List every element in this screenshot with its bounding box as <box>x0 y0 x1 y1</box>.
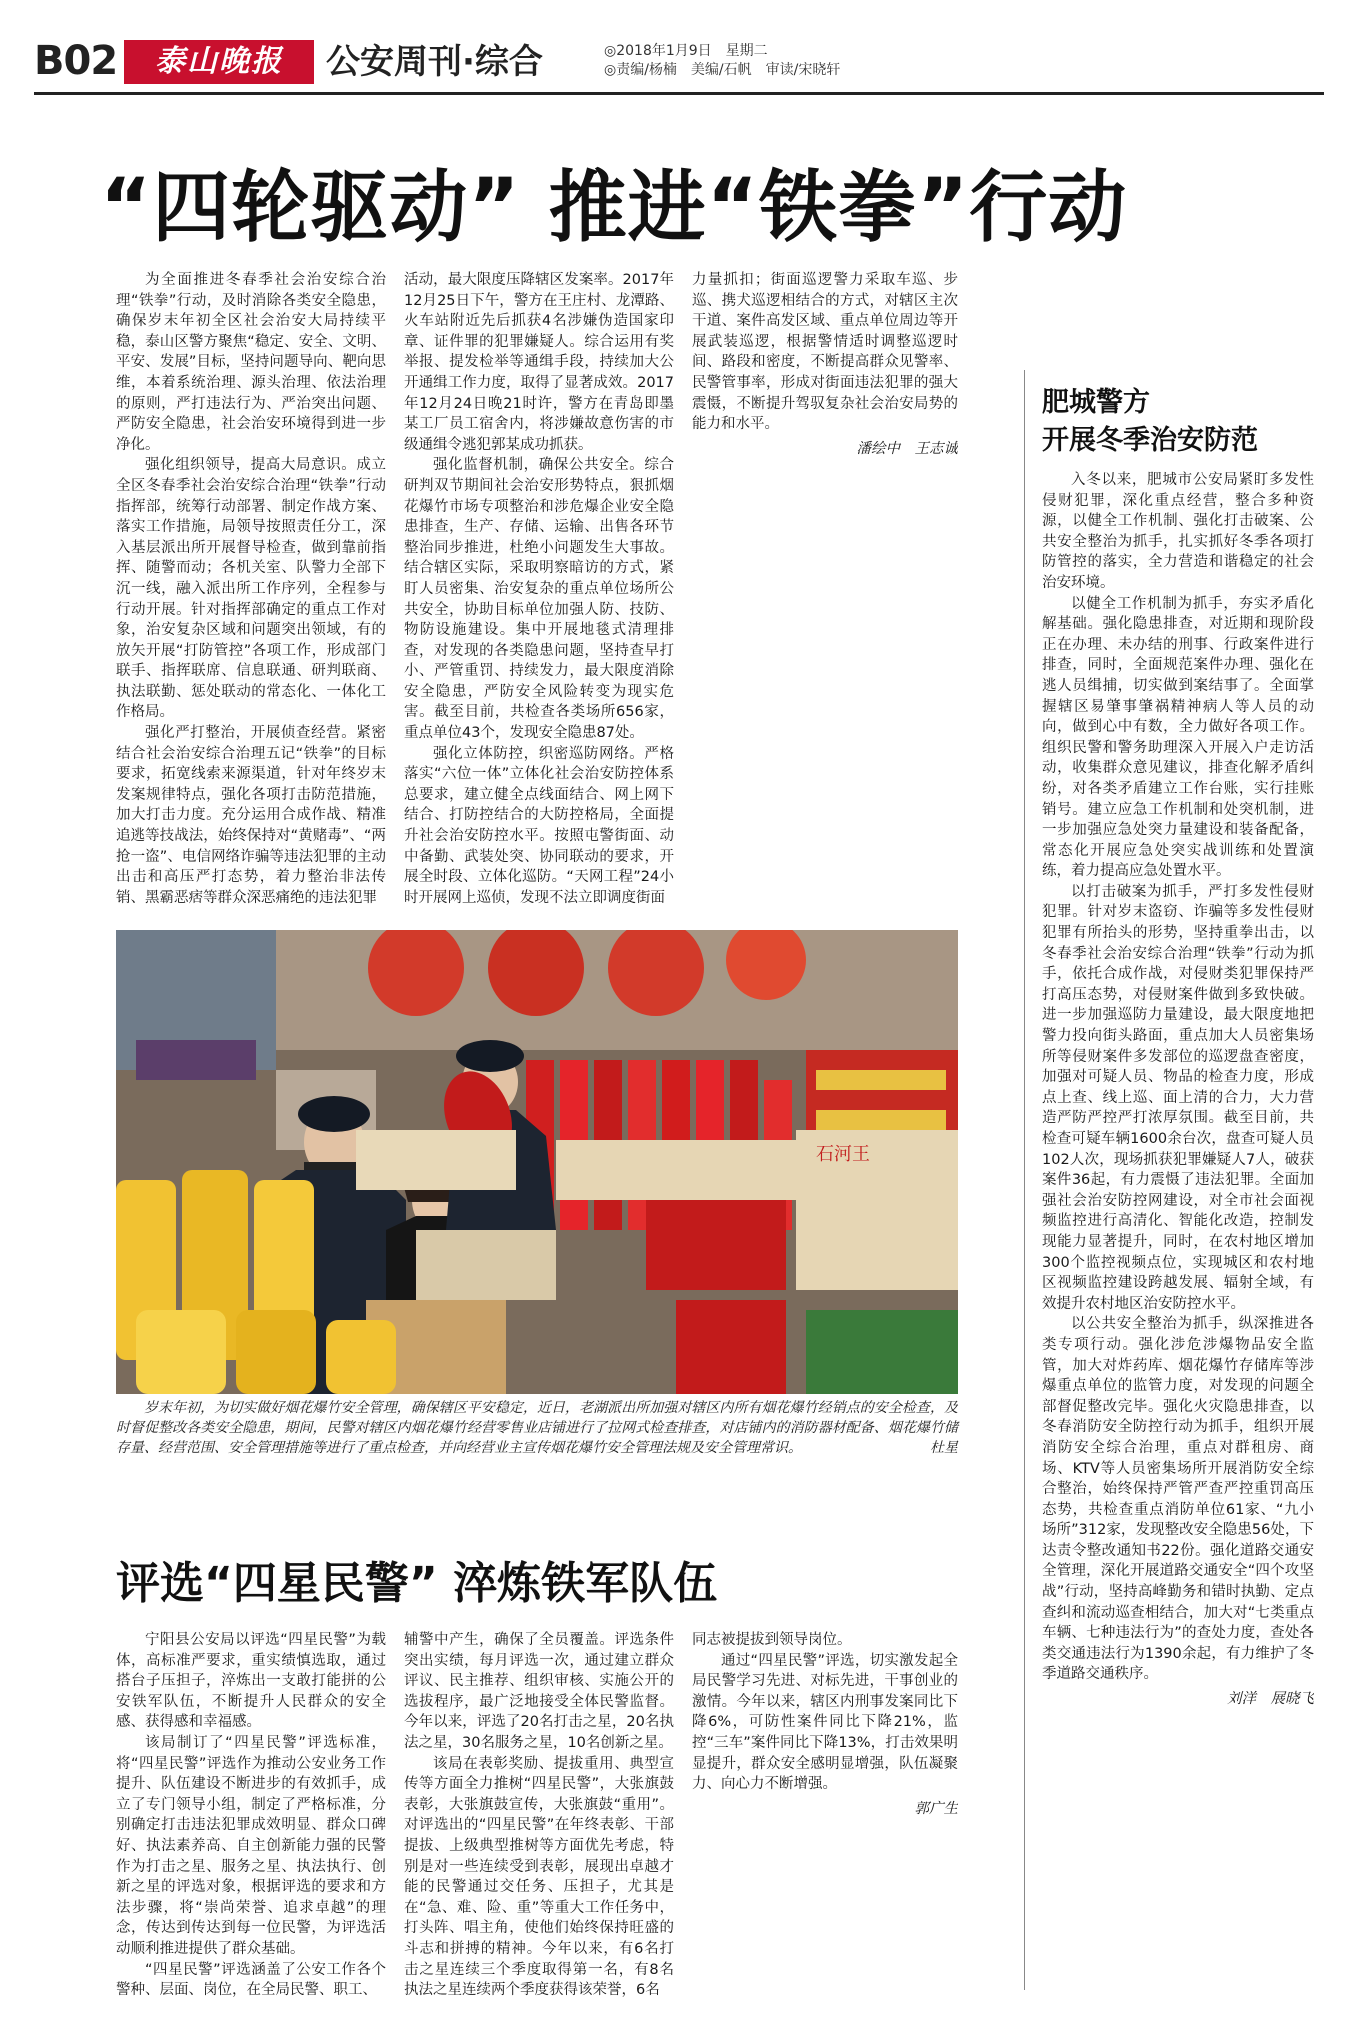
main-article-paragraph: 活动，最大限度压降辖区发案率。2017年12月25日下午，警方在王庄村、龙潭路、火车站附近先后抓获4名涉嫌伪造国家印章、证件罪的犯罪嫌疑人。综合运用有奖举报、提发检举等通缉手段，持续加大公开通缉工作力度，取得了显著成效。2017年12月24日晚21时许，警方在青岛即墨某工厂员工宿舍内，将涉嫌故意伤害的市级通缉令逃犯郭某成功抓获。 <box>404 272 674 453</box>
main-article-column-2 <box>404 270 674 910</box>
editor-credits: ◎责编/杨楠 美编/石帆 审读/宋晓轩 <box>604 62 841 78</box>
main-article-column-3 <box>692 270 958 910</box>
second-article-paragraph: 宁阳县公安局以评选“四星民警”为载体，高标准严要求，重实绩慎选取，通过搭台子压担子，淬炼出一支敢打能拼的公安铁军队伍，不断提升人民群众的安全感、获得感和幸福感。 <box>116 1632 386 1731</box>
photo-caption <box>116 1398 958 1458</box>
second-article-paragraph: “四星民警”评选涵盖了公安工作各个警种、层面、岗位，在全局民警、职工、 <box>116 1961 386 1999</box>
side-title-line-1: 肥城警方 <box>1042 387 1150 418</box>
main-article-byline: 潘绘中 王志诚 <box>856 440 958 457</box>
side-paragraph: 入冬以来，肥城市公安局紧盯多发性侵财犯罪，深化重点经营，整合多种资源，以健全工作机制、强化打击破案、公共安全整治为抓手，扎实抓好冬季各项打防管控的落实，全力营造和谐稳定的社会治安环境。 <box>1042 472 1314 591</box>
main-article-column-1 <box>116 270 386 910</box>
second-article-byline: 郭广生 <box>914 1800 958 1817</box>
header-rule <box>34 92 1324 95</box>
side-paragraph: 以打击破案为抓手，严打多发性侵财犯罪。针对岁末盗窃、诈骗等多发性侵财犯罪有所抬头的形势，坚持重拳出击，以冬春季社会治安综合治理“铁拳”行动为抓手，依托合成作战，对侵财类犯罪保持严打高压态势，对侵财案件做到多致快破。进一步加强巡防力量建设，最大限度地把警力投向街头路面，重点加大人员密集场所等侵财案件多发部位的巡逻盘查密度，加强对可疑人员、物品的检查力度，形成点上查、线上巡、面上清的合力，大力营造严防严控严打浓厚氛围。截至目前，共检查可疑车辆1600余台次，盘查可疑人员102人次，现场抓获犯罪嫌疑人7人，破获案件36起，有力震慑了违法犯罪。全面加强社会治安防控网建设，对全市社会面视频监控进行高清化、智能化改造，控制发现能力显著提升，同时，在农村地区增加300个监控视频点位，实现城区和农村地区视频监控建设跨越发展、辐射全域，有效提升农村地区治安防控水平。 <box>1042 883 1314 1312</box>
main-article-paragraph: 强化立体防控，织密巡防网络。严格落实“六位一体”立体化社会治安防控体系总要求，建立健全点线面结合、网上网下结合、打防控结合的大防控格局，全面提升社会治安防控水平。按照屯警街面、动中备勤、武装处突、协同联动的要求，开展全时段、立体化巡防。“天网工程”24小时开展网上巡侦，发现不法立即调度街面 <box>404 745 674 906</box>
issue-meta <box>604 42 840 80</box>
side-article-title <box>1042 384 1312 460</box>
issue-date: ◎2018年1月9日 星期二 <box>604 43 768 59</box>
main-article-paragraph: 强化组织领导，提高大局意识。成立全区冬春季社会治安综合治理“铁拳”行动指挥部，统筹行动部署、制定作战方案、落实工作措施，局领导按照责任分工，深入基层派出所开展督导检查，做到靠前指挥、随警而动；各机关室、队警力全部下沉一线，融入派出所工作序列，全程参与行动开展。针对指挥部确定的重点工作对象，治安复杂区域和问题突出领域，有的放矢开展“打防管控”各项工作，形成部门联手、指挥联席、信息联通、研判联商、执法联勤、惩处联动的常态化、一体化工作格局。 <box>116 457 386 721</box>
side-paragraph: 以健全工作机制为抓手，夯实矛盾化解基础。强化隐患排查，对近期和现阶段正在办理、未办结的刑事、行政案件进行排查，同时，全面规范案件办理、强化在逃人员缉捕，切实做到案结事了。全面掌握辖区易肇事肇祸精神病人等人员的动向，做到心中有数，全力做好各项工作。组织民警和警务助理深入开展入户走访活动，收集群众意见建议，排查化解矛盾纠纷，对各类矛盾建立工作台账，实行挂账销号。建立应急工作机制和处突机制，进一步加强应急处突力量建设和装备配备，常态化开展应急处突实战训练和处置演练，着力提高应急处置水平。 <box>1042 595 1314 880</box>
section-name: 公安周刊·综合 <box>326 42 543 82</box>
newspaper-masthead-logo[interactable]: 泰山晚报 <box>124 40 314 84</box>
main-article-paragraph: 为全面推进冬春季社会治安综合治理“铁拳”行动，及时消除各类安全隐患，确保岁末年初全区社会治安大局持续平稳，泰山区警方聚焦“稳定、安全、文明、平安、发展”目标，坚持问题导向、靶向思维，本着系统治理、源头治理、依法治理的原则，严打违法行为、严治突出问题、严防安全隐患，社会治安环境得到进一步净化。 <box>116 272 386 453</box>
second-article-paragraph: 通过“四星民警”评选，切实激发起全局民警学习先进、对标先进，干事创业的激情。今年以来，辖区内刑事发案同比下降6%，可防性案件同比下降21%，监控“三车”案件同比下降13%，打击效果明显提升，群众安全感明显增强，队伍凝聚力、向心力不断增强。 <box>692 1652 958 1793</box>
page-number: B02 <box>34 38 118 84</box>
news-photo[interactable] <box>116 930 958 1394</box>
second-article-paragraph: 该局在表彰奖励、提拔重用、典型宣传等方面全力推树“四星民警”，大张旗鼓表彰，大张旗鼓宣传，大张旗鼓“重用”。对评选出的“四星民警”在年终表彰、干部提拔、上级典型推树等方面优先考虑，特别是对一些连续受到表彰，展现出卓越才能的民警通过交任务、压担子，尤其是在“急、难、险、重”等重大工作任务中，打头阵、唱主角，使他们始终保持旺盛的斗志和拼搏的精神。今年以来，有6名打击之星连续三个季度取得第一名，有8名执法之星连续两个季度获得该荣誉，6名 <box>404 1755 674 1999</box>
second-headline: 评选“四星民警” 淬炼铁军队伍 <box>116 1558 718 1609</box>
side-article-byline: 刘洋 展晓飞 <box>1227 1691 1314 1708</box>
photo-credit: 杜星 <box>930 1440 958 1456</box>
column-divider <box>1024 370 1025 1990</box>
side-title-line-2: 开展冬季治安防范 <box>1042 425 1258 456</box>
page-header <box>34 38 1324 88</box>
side-article-body <box>1042 470 1314 2000</box>
main-headline: “四轮驱动” 推进“铁拳”行动 <box>100 163 1128 253</box>
second-article-paragraph: 同志被提拔到领导岗位。 <box>692 1632 852 1648</box>
photo-caption-text: 岁末年初，为切实做好烟花爆竹安全管理，确保辖区平安稳定，近日，老湖派出所加强对辖区内所有烟花爆竹经销点的安全检查，及时督促整改各类安全隐患，期间，民警对辖区内烟花爆竹经营零售业店铺进行了拉网式检查排查，对店铺内的消防器材配备、烟花爆竹储存量、经营范围、安全管理措施等进行了重点检查，并向经营业主宣传烟花爆竹安全管理法规及安全管理常识。 <box>116 1400 958 1456</box>
second-article-paragraph: 该局制订了“四星民警”评选标准，将“四星民警”评选作为推动公安业务工作提升、队伍建设不断进步的有效抓手，成立了专门领导小组，制定了严格标准，分别确定打击违法犯罪成效明显、群众口碑好、执法素养高、自主创新能力强的民警作为打击之星、服务之星、执法执行、创新之星的评选对象，根据评选的要求和方法步骤，将“崇尚荣誉、追求卓越”的理念，传达到传达到每一位民警，为评选活动顺利推进提供了群众基础。 <box>116 1734 386 1957</box>
main-article-paragraph: 强化严打整治，开展侦查经营。紧密结合社会治安综合治理五记“铁拳”的目标要求，拓宽线索来源渠道，针对年终岁末发案规律特点，强化各项打击防范措施，加大打击力度。充分运用合成作战、精准追逃等技战法，始终保持对“黄赌毒”、“两抢一盗”、电信网络诈骗等违法犯罪的主动出击和高压严打态势，着力整治非法传销、黑霸恶痞等群众深恶痛绝的违法犯罪 <box>116 725 386 906</box>
second-article-paragraph: 辅警中产生，确保了全员覆盖。评选条件突出实绩，每月评选一次，通过建立群众评议、民主推荐、组织审核、实施公开的选拔程序，最广泛地接受全体民警监督。今年以来，评选了20名打击之星，20名执法之星，30名服务之星，10名创新之星。 <box>404 1632 674 1751</box>
main-article-paragraph: 强化监督机制，确保公共安全。综合研判双节期间社会治安形势特点，狠抓烟花爆竹市场专项整治和涉危爆企业安全隐患排查，生产、存储、运输、出售各环节整治同步推进，杜绝小问题发生大事故。结合辖区实际，采取明察暗访的方式，紧盯人员密集、治安复杂的重点单位场所公共安全，协助目标单位加强人防、技防、物防设施建设。集中开展地毯式清理排查，对发现的各类隐患问题，坚持查早打小、严管重罚、持续发力，最大限度消除安全隐患，严防安全风险转变为现实危害。截至目前，共检查各类场所656家，重点单位43个，发现安全隐患87处。 <box>404 457 674 742</box>
photo-illustration <box>116 930 958 1394</box>
shop-sign-text: 石河王 <box>816 1144 870 1165</box>
main-article-paragraph: 力量抓扣；街面巡逻警力采取车巡、步巡、携犬巡逻相结合的方式，对辖区主次干道、案件高发区域、重点单位周边等开展武装巡逻，根据警情适时调整巡逻时间、路段和密度，不断提高群众见警率、民警管事率，形成对街面违法犯罪的强大震慑，不断提升驾驭复杂社会治安局势的能力和水平。 <box>692 272 958 433</box>
second-article-column-3 <box>692 1630 958 2010</box>
second-article-column-1 <box>116 1630 386 2010</box>
second-article-column-2 <box>404 1630 674 2010</box>
side-paragraph: 以公共安全整治为抓手，纵深推进各类专项行动。强化涉危涉爆物品安全监管，加大对炸药库、烟花爆竹存储库等涉爆重点单位的监管力度，对发现的问题全部督促整改完毕。强化火灾隐患排查，以冬春消防安全防控行动为抓手，组织开展消防安全综合治理，重点对群租房、商场、KTV等人员密集场所开展消防安全综合整治，始终保持严管严查严控重罚高压态势，共检查重点消防单位61家、“九小场所”312家，发现整改安全隐患56处，下达责令整改通知书22份。强化道路交通安全管理，深化开展道路交通安全“四个攻坚战”行动，坚持高峰勤务和错时执勤、定点查纠和流动巡查相结合，加大对“七类重点车辆、七种违法行为”的查处力度，查处各类交通违法行为1390余起，有力维护了冬季道路交通秩序。 <box>1042 1316 1314 1683</box>
